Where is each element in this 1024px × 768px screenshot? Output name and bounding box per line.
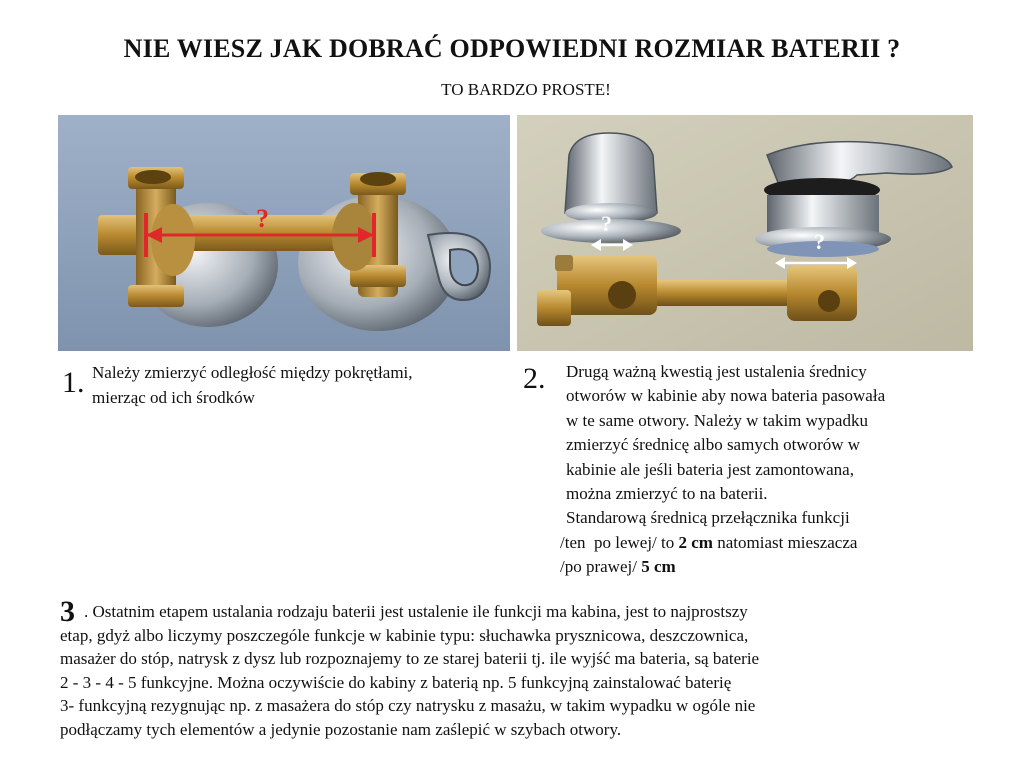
step-3-line: . Ostatnim etapem ustalania rodzaju baterii jest ustalenie ile funkcji ma kabina, jest to najprostszy	[84, 602, 748, 621]
valve-diameter-photo	[517, 115, 973, 351]
diameter-question-mark-left: ?	[601, 211, 612, 236]
step-3-line: masażer do stóp, natrysk z dysz lub rozpoznajemy to ze starej baterii tj. ile wyjść ma bateria, są baterie	[60, 649, 760, 669]
right-diameter-value: 5 cm	[641, 557, 676, 577]
step-2-line: można zmierzyć to na baterii.	[566, 484, 768, 504]
step-2-number: 2.	[523, 362, 546, 395]
step-3-text	[60, 600, 980, 742]
step-2-line: w te same otwory. Należy w takim wypadku	[566, 410, 868, 430]
left-diameter-value: 2 cm	[678, 532, 713, 552]
step-2-line-left-size: /ten po lewej/ to 2 cm natomiast mieszacza	[560, 532, 858, 552]
valve-distance-photo	[58, 115, 510, 351]
step-2-line: zmierzyć średnicę albo samych otworów w	[566, 435, 861, 455]
step-3-line: 3- funkcyjną rezygnując np. z masażera do stóp czy natrysku z masażu, w takim wypadku w ogóle nie	[60, 696, 756, 716]
step-1-text	[92, 360, 522, 410]
step-3-line: 2 - 3 - 4 - 5 funkcyjne. Można oczywiście do kabiny z baterią np. 5 funkcyjną zainstalować baterię	[60, 672, 732, 692]
step-2-line: kabinie ale jeśli bateria jest zamontowana,	[566, 459, 854, 479]
step-2-line: otworów w kabinie aby nowa bateria pasowała	[566, 386, 886, 406]
step-3-line: etap, gdyż albo liczymy poszczególe funkcje w kabinie typu: słuchawka prysznicowa, deszczownica,	[60, 625, 749, 645]
diameter-question-mark-right: ?	[814, 229, 825, 254]
step-2-line: Standarową średnicą przełącznika funkcji	[566, 508, 850, 528]
step-2-text	[560, 360, 1006, 580]
step-2-line: Drugą ważną kwestią jest ustalenia średnicy	[566, 362, 867, 381]
step-1-line: Należy zmierzyć odległość między pokrętłami,	[92, 363, 413, 382]
step-2-line-right-size: /po prawej/ 5 cm	[560, 557, 676, 577]
step-3-line: podłączamy tych elementów a jedynie pozostanie nam zaślepić w szybach otwory.	[60, 719, 622, 739]
step-1-number: 1.	[62, 366, 85, 399]
page-subtitle: TO BARDZO PROSTE!	[441, 80, 611, 99]
step-1-line: mierząc od ich środków	[92, 388, 255, 407]
step-3-number: 3	[60, 595, 75, 628]
measure-question-mark: ?	[256, 204, 269, 233]
page-title: NIE WIESZ JAK DOBRAĆ ODPOWIEDNI ROZMIAR BATERII ?	[123, 34, 901, 63]
